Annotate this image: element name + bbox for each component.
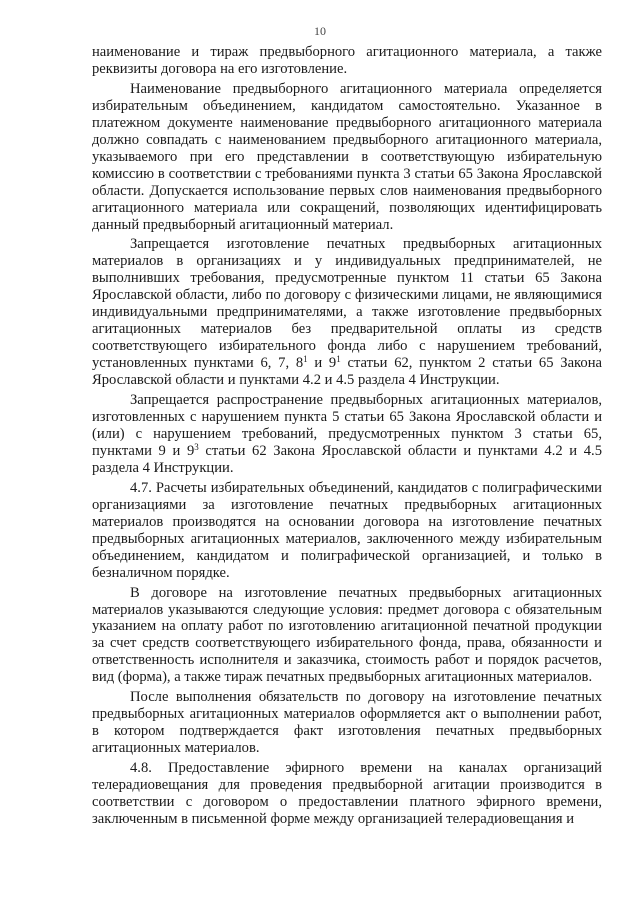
paragraph-continuation: наименование и тираж предвыборного агитационного материала, а также реквизиты договора на его изготовление. (92, 44, 602, 77)
superscript: 1 (336, 354, 341, 365)
paragraph-completion-act: После выполнения обязательств по договору на изготовление печатных предвыборных агитационных материалов оформляется акт о выполнении работ, в котором подтверждается факт изготовления печатных предвыборных агитационных материалов. (92, 689, 602, 757)
superscript: 3 (194, 441, 199, 452)
paragraph-text: и 9 (307, 355, 337, 372)
paragraph-text: статьи 62, пунктом 2 статьи 65 Закона Ярославской области и пунктами 4.2 и 4.5 раздела 4 Инструкции. (92, 355, 602, 389)
paragraph-production-prohibition (92, 236, 602, 389)
superscript: 1 (303, 354, 308, 365)
document-body (92, 44, 602, 831)
page-number: 10 (314, 24, 326, 38)
paragraph-text: статьи 62 Закона Ярославской области и пунктами 4.2 и 4.5 раздела 4 Инструкции. (92, 442, 602, 476)
paragraph-text: Запрещается распространение предвыборных агитационных материалов, изготовленных с нарушением пункта 5 статьи 65 Закона Ярославской области и (или) с нарушением требований, предусмотренных пунктом 3 статьи 65, пунктами 9 и 9 (92, 392, 602, 459)
paragraph-material-name: Наименование предвыборного агитационного материала определяется избирательным объединением, кандидатом самостоятельно. Указанное в платежном документе наименование предвыборного агитационного материала должно совпадать с наименованием предвыборного агитационного материала, указываемого при его представлении в соответствующую избирательную комиссию в соответствии с требованиями пункта 3 статьи 65 Закона Ярославской области. Допускается использование первых слов наименования предвыборного агитационного материала или сокращений, позволяющих идентифицировать данный предвыборный агитационный материал. (92, 80, 602, 233)
paragraph-contract-terms: В договоре на изготовление печатных предвыборных агитационных материалов указываются следующие условия: предмет договора с обязательным указанием на оплату работ по изготовлению агитационной печатной продукции за счет средств соответствующего избирательного фонда, права, обязанности и ответственность исполнителя и заказчика, стоимость работ и порядок расчетов, вид (форма), а также тираж печатных предвыборных агитационных материалов. (92, 584, 602, 686)
paragraph-section-4-8: 4.8. Предоставление эфирного времени на каналах организаций телерадиовещания для проведения предвыборной агитации производится в соответствии с договором о предоставлении платного эфирного времени, заключенным в письменной форме между организацией телерадиовещания и (92, 760, 602, 827)
paragraph-distribution-prohibition (92, 392, 602, 477)
paragraph-section-4-7: 4.7. Расчеты избирательных объединений, кандидатов с полиграфическими организациями за изготовление печатных предвыборных агитационных материалов производятся на основании договора на изготовление печатных предвыборных агитационных материалов, заключенного между избирательным объединением, кандидатом и полиграфической организацией, и только в безналичном порядке. (92, 479, 602, 581)
paragraph-text: Запрещается изготовление печатных предвыборных агитационных материалов в организациях и у индивидуальных предпринимателей, не выполнивших требования, предусмотренные пунктом 11 статьи 65 Закона Ярославской области, либо по договору с физическими лицами, не являющимися индивидуальными предпринимателями, а также изготовление предвыборных агитационных материалов без предварительной оплаты из средств соответствующего избирательного фонда либо с нарушением требований, установленных пунктами 6, 7, 8 (92, 236, 602, 372)
